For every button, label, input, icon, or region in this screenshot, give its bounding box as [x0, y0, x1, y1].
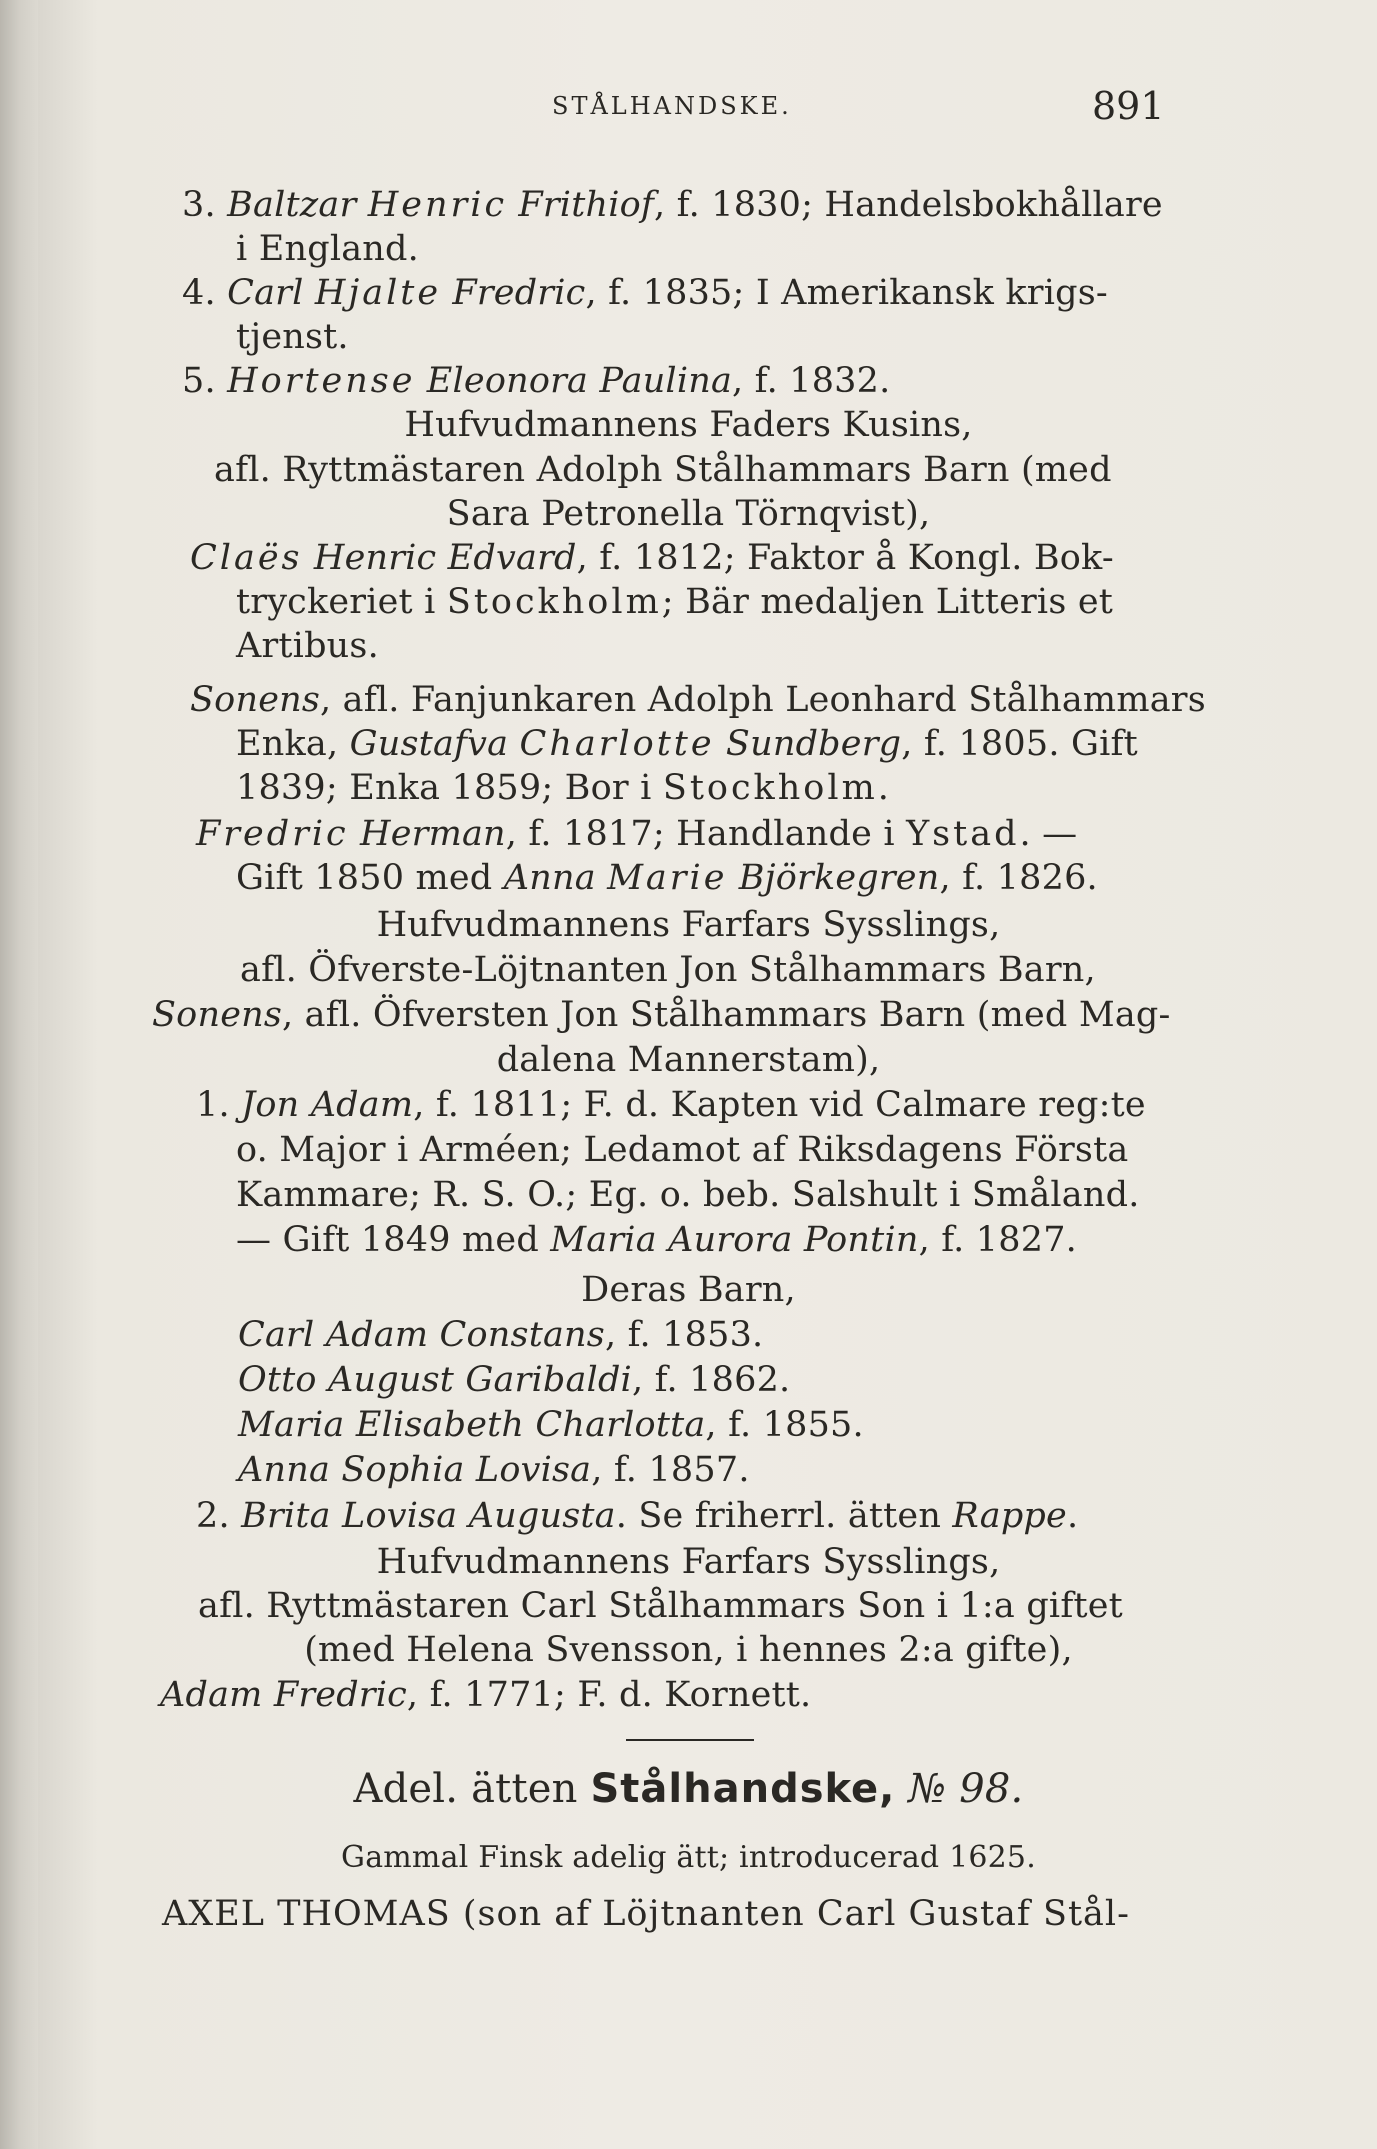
text-line: 4. Carl Hjalte Fredric, f. 1835; I Amerikansk krigs-	[182, 273, 1108, 313]
section-title	[0, 1764, 1377, 1814]
section-title-prefix: Adel. ätten	[353, 1766, 578, 1812]
text-line: (med Helena Svensson, i hennes 2:a gifte),	[304, 1630, 1073, 1670]
running-title: STÅLHANDSKE.	[552, 92, 792, 120]
text-line: 2. Brita Lovisa Augusta. Se friherrl. ätten Rappe.	[196, 1496, 1079, 1536]
text-line: 5. Hortense Eleonora Paulina, f. 1832.	[182, 361, 891, 401]
text-line: tjenst.	[236, 317, 349, 357]
text-line: Hufvudmannens Farfars Sysslings,	[376, 1542, 1001, 1582]
text-line: Carl Adam Constans, f. 1853.	[238, 1315, 764, 1355]
section-first-line: AXEL THOMAS (son af Löjtnanten Carl Gustaf Stål-	[162, 1894, 1130, 1934]
text-line: afl. Ryttmästaren Carl Stålhammars Son i 1:a giftet	[198, 1586, 1123, 1626]
text-line: afl. Ryttmästaren Adolph Stålhammars Barn (med	[214, 450, 1112, 490]
text-line: Adam Fredric, f. 1771; F. d. Kornett.	[160, 1675, 812, 1715]
text-line: 3. Baltzar Henric Frithiof, f. 1830; Handelsbokhållare	[182, 185, 1163, 225]
text-line: Maria Elisabeth Charlotta, f. 1855.	[238, 1405, 864, 1445]
text-line: Sonens, afl. Fanjunkaren Adolph Leonhard Stålhammars	[190, 680, 1206, 720]
text-line: 1. Jon Adam, f. 1811; F. d. Kapten vid Calmare reg:te	[196, 1085, 1146, 1125]
text-line: Fredric Herman, f. 1817; Handlande i Ystad. —	[196, 814, 1078, 854]
text-line: Artibus.	[236, 626, 379, 666]
section-title-name: Stålhandske,	[590, 1766, 896, 1812]
section-subtitle: Gammal Finsk adelig ätt; introducerad 1625.	[341, 1840, 1036, 1875]
section-title-number: № 98.	[908, 1766, 1024, 1812]
text-line: Sara Petronella Törnqvist),	[446, 494, 931, 534]
page-number: 891	[1092, 84, 1165, 128]
text-line: Gift 1850 med Anna Marie Björkegren, f. 1826.	[236, 858, 1098, 898]
text-line: o. Major i Arméen; Ledamot af Riksdagens Första	[236, 1130, 1129, 1170]
text-line: afl. Öfverste-Löjtnanten Jon Stålhammars Barn,	[240, 950, 1096, 990]
text-line: tryckeriet i Stockholm; Bär medaljen Litteris et	[236, 582, 1113, 622]
text-line: dalena Mannerstam),	[496, 1040, 881, 1080]
text-line: Anna Sophia Lovisa, f. 1857.	[238, 1450, 750, 1490]
text-line: Claës Henric Edvard, f. 1812; Faktor å Kongl. Bok-	[190, 538, 1114, 578]
text-line: Hufvudmannens Faders Kusins,	[404, 405, 973, 445]
text-line: Hufvudmannens Farfars Sysslings,	[376, 905, 1001, 945]
text-line: Sonens, afl. Öfversten Jon Stålhammars Barn (med Mag-	[152, 995, 1171, 1035]
section-divider	[626, 1739, 754, 1741]
text-line: 1839; Enka 1859; Bor i Stockholm.	[236, 768, 890, 808]
text-line: Enka, Gustafva Charlotte Sundberg, f. 1805. Gift	[236, 724, 1138, 764]
text-line: Kammare; R. S. O.; Eg. o. beb. Salshult i Småland.	[236, 1175, 1140, 1215]
text-line: Otto August Garibaldi, f. 1862.	[238, 1360, 791, 1400]
text-line: Deras Barn,	[581, 1270, 796, 1310]
text-line: i England.	[236, 229, 419, 269]
text-line: — Gift 1849 med Maria Aurora Pontin, f. 1827.	[236, 1220, 1077, 1260]
